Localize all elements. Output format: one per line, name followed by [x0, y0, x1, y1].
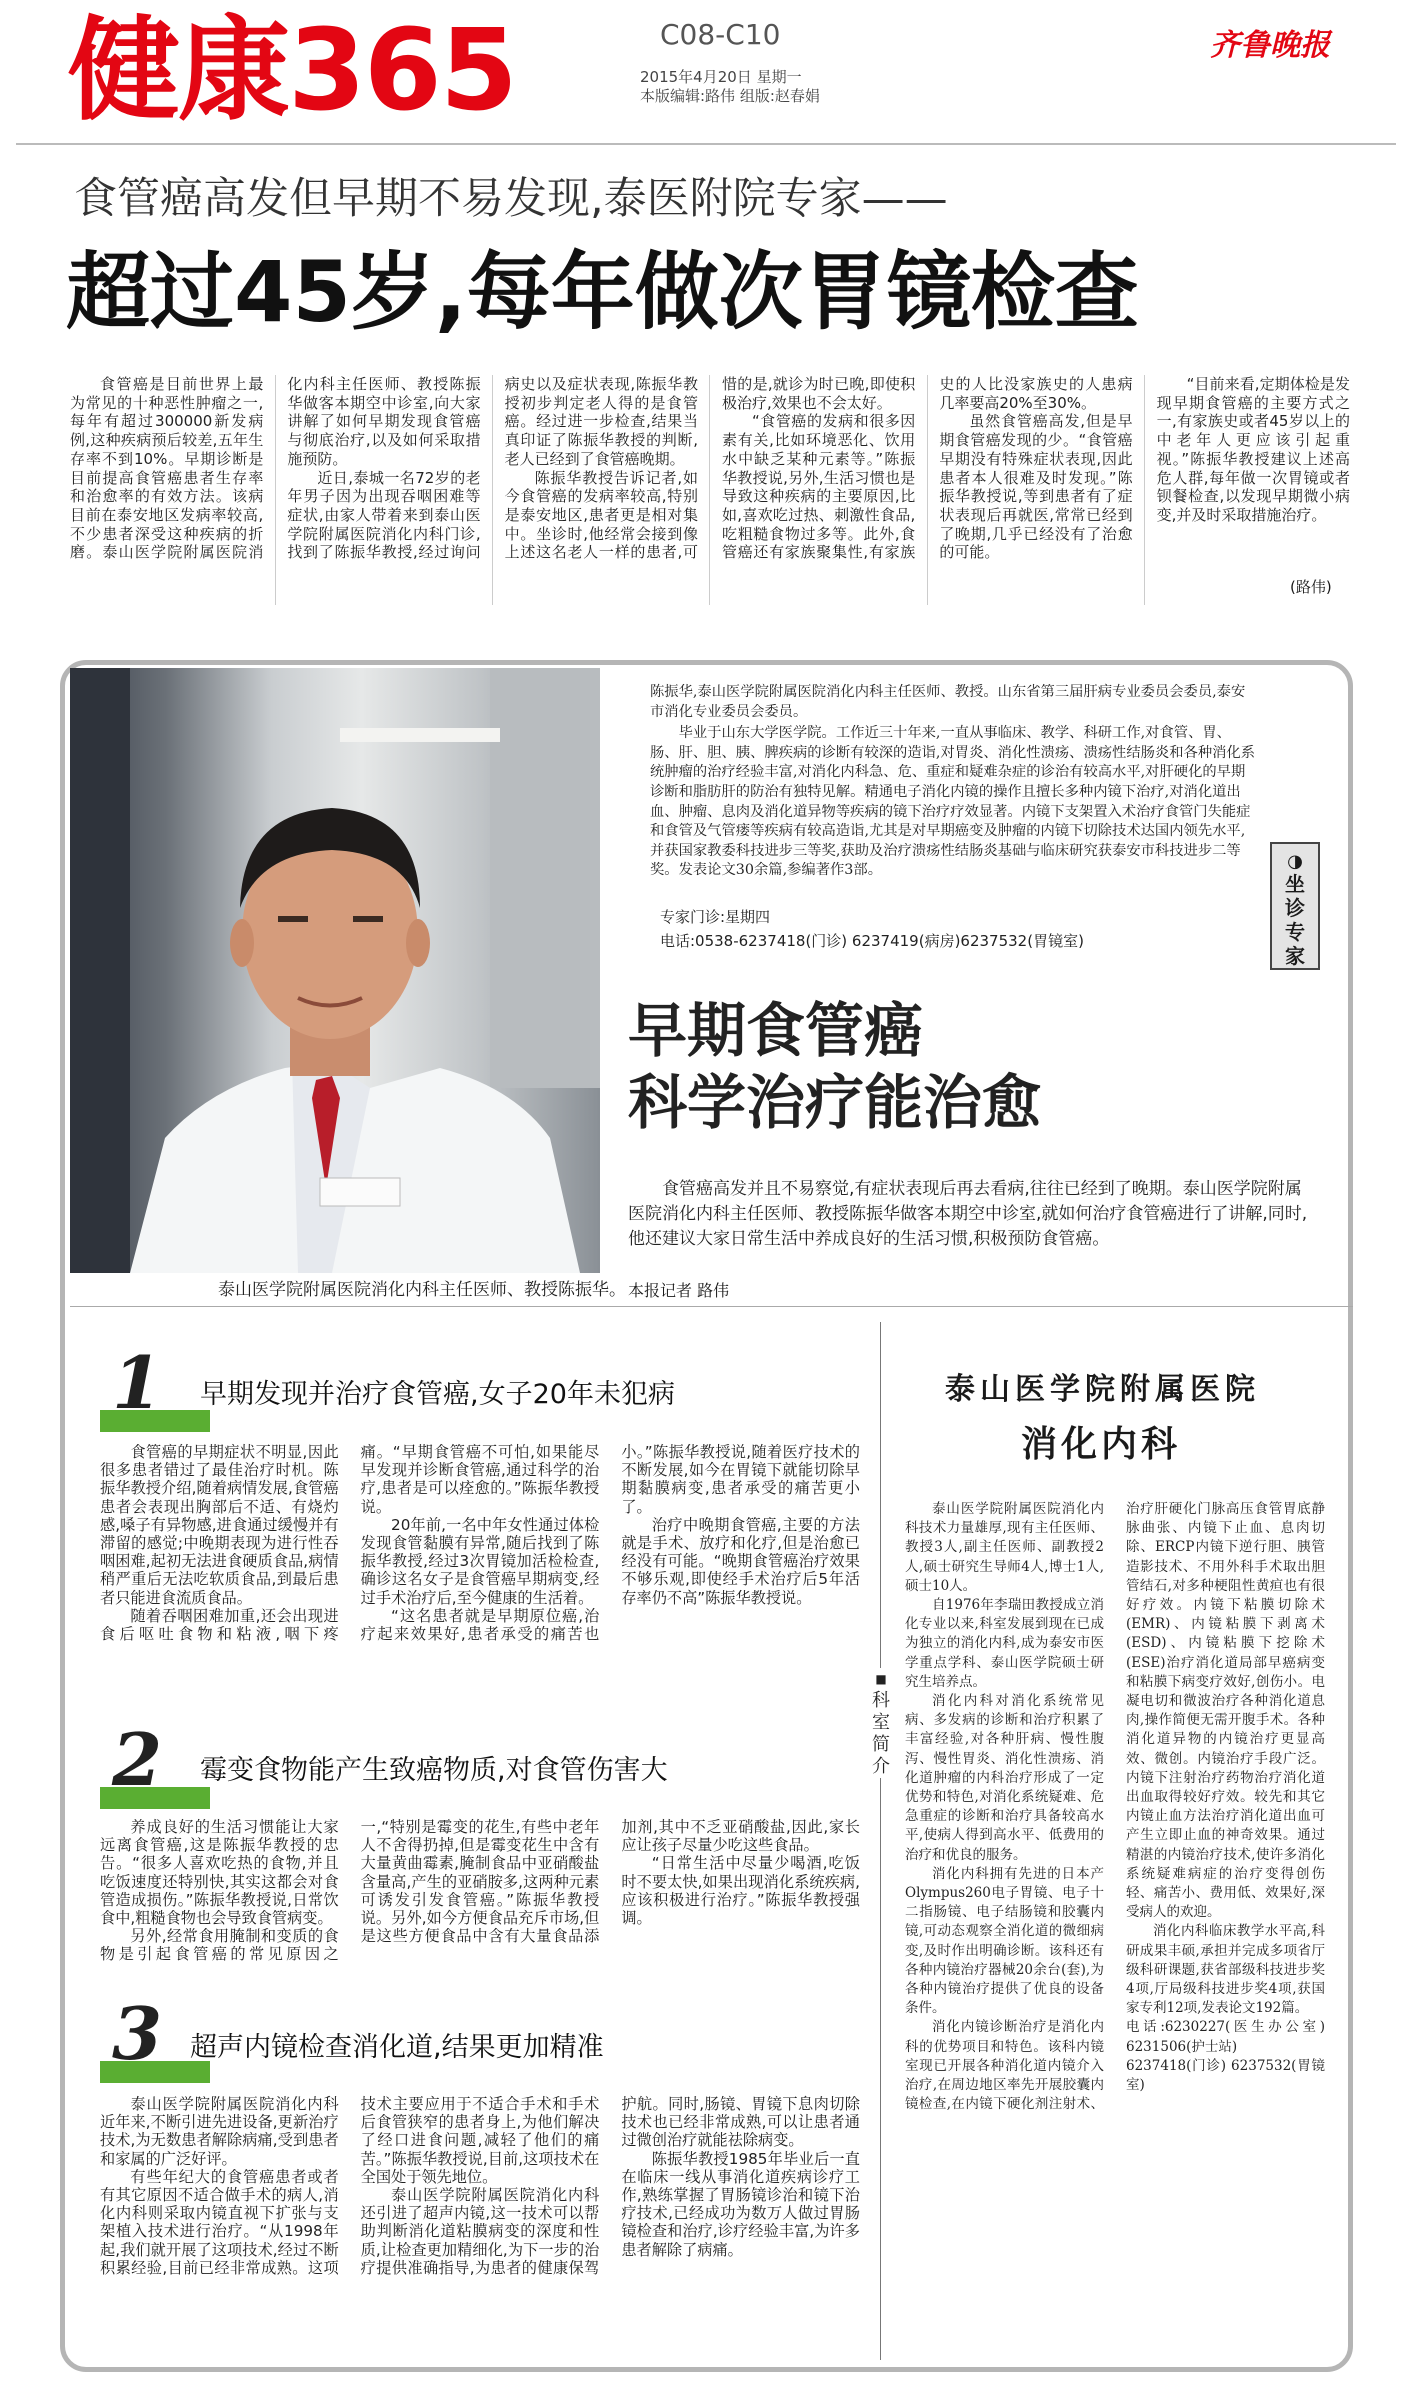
section-paragraph: 治疗中晚期食管癌,主要的方法就是手术、放疗和化疗,但是治愈已经没有可能。“晚期食管癌治疗效果不够乐观,即使经手术治疗后5年活存率仍不高”陈振华教授说。	[621, 1515, 860, 1607]
sidebar-paragraph: 消化内科拥有先进的日本产Olympus260电子胃镜、电子十二指肠镜、电子结肠镜和胶囊内镜,可动态观察全消化道的微细病变,及时作出明确诊断。该科还有各种内镜治疗器械20余台(套),为各种内镜治疗提供了优良的设备条件。	[905, 1865, 1104, 2017]
expert-photo	[70, 668, 600, 1273]
feature-title-line1: 早期食管癌	[628, 996, 924, 1065]
sidebar-body	[905, 1500, 1325, 2348]
sidebar-paragraph: 消化内镜诊断治疗是消化内科的优势项目和特色。该科内镜室现已开展各种消化道内镜介入治疗,在周边地区率先开展胶囊内镜检查,在内镜下硬化剂注射术、治疗肝硬化门脉高压食管胃底静脉曲张、内镜下止血、息肉切除、ERCP内镜下逆行胆、胰管造影技术、不用外科手术取出胆管结石,对多种梗阻性黄疸也有很好疗效。内镜下粘膜切除术(EMR)、内镜粘膜下剥离术(ESD)、内镜粘膜下挖除术(ESE)治疗消化道局部早癌病变和粘膜下病变疗效好,创伤小。电凝电切和微波治疗各种消化道息肉,操作简便无需开腹手术。各种消化道异物的内镜治疗更显高效、微创。内镜治疗手段广泛。内镜下注射治疗药物治疗消化道出血取得较好疗效。较先和其它内镜止血方法治疗消化道出血可产生立即止血的神奇效果。通过精湛的内镜治疗技术,使许多消化系统疑难病症的治疗变得创伤轻、痛苦小、费用低、效果好,深受病人的欢迎。	[905, 1501, 1325, 2113]
section-paragraph: 泰山医学院附属医院消化内科还引进了超声内镜,这一技术可以帮助判断消化道粘膜病变的深度和性质,让检查更加精细化,为下一步的治疗提供准确指导,为患者的健康保驾护航。同时,肠镜、胃镜下息肉切除技术也已经非常成熟,可以让患者通过微创治疗就能祛除病变。	[360, 2095, 860, 2277]
bio-paragraph: 毕业于山东大学医学院。工作近三十年来,一直从事临床、教学、科研工作,对食管、胃、肠、肝、胆、胰、脾疾病的诊断有较深的造诣,对胃炎、消化性溃疡、溃疡性结肠炎和各种消化系统肿瘤的治疗经验丰富,对消化内科急、危、重症和疑难杂症的诊治有较高水平,对肝硬化的早期诊断和脂肪肝的防治有独特见解。精通电子消化内镜的操作且擅长多种内镜下治疗,对消化道出血、肿瘤、息肉及消化道异物等疾病的镜下治疗疗效显著。内镜下支架置入术治疗食管门失能症和食管及气管瘘等疾病有较高造诣,尤其是对早期癌变及肿瘤的内镜下切除技术达国内领先水平,并获国家教委科技进步三等奖,获助及治疗溃疡性结肠炎基础与临床研究获泰安市科技进步二等奖。发表论文30余篇,参编著作3部。	[650, 725, 1256, 879]
sidebar-paragraph: 自1976年李瑞田教授成立消化专业以来,科室发展到现在已成为独立的消化内科,成为泰安市医学重点学科、泰山医学院硕士研究生培养点。	[905, 1597, 1104, 1690]
story-paragraph: 近日,泰城一名72岁的老年男子因为出现吞咽困难等症状,由家人带着来到泰山医学院附属医院消化内科门诊,找到了陈振华教授,经过询问病史以及症状表现,陈振华教授初步判定老人得的是食管癌。经过进一步检查,结果当真印证了陈振华教授的判断,老人已经到了食管癌晚期。	[287, 375, 698, 562]
story-headline: 超过45岁,每年做次胃镜检查	[66, 243, 1139, 341]
sidebar-divider	[880, 1322, 881, 2360]
section-paragraph: 食管癌的早期症状不明显,因此很多患者错过了最佳治疗时机。陈振华教授介绍,随着病情发展,食管癌患者会表现出胸部后不适、有烧灼感,嗓子有异物感,进食通过缓慢并有滞留的感觉;中晚期表现为进行性吞咽困难,起初无法进食硬质食品,病情稍严重后无法吃软质食品,到最后患者只能进食流质食品。	[100, 1443, 339, 1607]
sidebar-paragraph: 泰山医学院附属医院消化内科技术力量雄厚,现有主任医师、教授3人,副主任医师、副教授2人,硕士研究生导师4人,博士1人,硕士10人。	[905, 1501, 1104, 1594]
story-paragraph: 食管癌是目前世界上最为常见的十种恶性肿瘤之一,每年有超过300000新发病例,这种疾病预后较差,五年生存率不到10%。早期诊断是目前提高食管癌患者生存率和治愈率的有效方法。该病目前在泰安地区发病率较高,不少患者深受这种疾病的折磨。泰山医学院附属医院消化内科主任医师、教授陈振华做客本期空中诊室,向大家讲解了如何早期发现食管癌与彻底治疗,以及如何采取措施预防。	[70, 375, 481, 562]
section-paragraph: 养成良好的生活习惯能让大家远离食管癌,这是陈振华教授的忠告。“很多人喜欢吃热的食物,并且吃饭速度还特别快,其实这都会对食管造成损伤。”陈振华教授说,日常饮食中,粗糙食物也会导致食管病变。	[100, 1818, 339, 1928]
story-paragraph: “食管癌的发病和很多因素有关,比如环境恶化、饮用水中缺乏某种元素等。”陈振华教授说,另外,生活习惯也是导致这种疾病的主要原因,比如,喜欢吃过热、刺激性食品,吃粗糙食物过多等。此外,食管癌还有家族聚集性,有家族史的人比没家族史的人患病几率要高20%至30%。	[721, 375, 1133, 562]
sidebar-paragraph: 消化内科对消化系统常见病、多发病的诊断和治疗积累了丰富经验,对各种肝病、慢性腹泻、慢性胃炎、消化性溃疡、消化道肿瘤的内科治疗形成了一定优势和特色,对消化系统疑难、危急重症的诊断和治疗具备较高水平,使病人得到高水平、低费用的治疗和优良的服务。	[905, 1693, 1104, 1863]
photo-caption: 泰山医学院附属医院消化内科主任医师、教授陈振华。	[218, 1280, 626, 1300]
section-title: 霉变食物能产生致癌物质,对食管伤害大	[200, 1755, 668, 1786]
newspaper-brand: 齐鲁晚报	[1210, 28, 1330, 63]
bio-paragraph: 陈振华,泰山医学院附属医院消化内科主任医师、教授。山东省第三届肝病专业委员会委员,泰安市消化专业委员会委员。	[650, 684, 1246, 720]
sidebar-phone: 电话:6230227(医生办公室) 6231506(护士站)	[1126, 2019, 1325, 2055]
section-paragraph: “日常生活中尽量少喝酒,吃饭时不要太快,如果出现消化系统疾病,应该积极进行治疗。”陈振华教授强调。	[621, 1854, 860, 1928]
sidebar-hospital: 泰山医学院附属医院	[945, 1372, 1260, 1407]
page-range: C08-C10	[660, 18, 781, 51]
section-paragraph: 泰山医学院附属医院消化内科近年来,不断引进先进设备,更新治疗技术,为无数患者解除病痛,受到患者和家属的广泛好评。	[100, 2095, 339, 2168]
section-number: 3	[112, 1991, 163, 2076]
clinic-hours: 专家门诊:星期四	[660, 908, 771, 926]
section-paragraph: 陈振华教授1985年毕业后一直在临床一线从事消化道疾病诊疗工作,熟练掌握了胃肠镜诊治和镜下治疗技术,已经成功为数万人做过胃肠镜检查和治疗,诊疗经验丰富,为许多患者解除了病痛。	[621, 2149, 860, 2259]
section-paragraph: “这名患者就是早期原位癌,治疗起来效果好,患者承受的痛苦也小。”陈振华教授说,随着医疗技术的不断发展,如今在胃镜下就能切除早期黏膜病变,患者承受的痛苦更小了。	[360, 1443, 860, 1644]
feature-byline: 本报记者 路伟	[628, 1281, 730, 1300]
section-paragraph: 随着吞咽困难加重,还会出现进食后呕吐食物和粘液,咽下疼痛。“早期食管癌不可怕,如果能尽早发现并诊断食管癌,通过科学的治疗,患者是可以痊愈的。”陈振华教授说。	[100, 1443, 600, 1644]
feature-lead: 食管癌高发并且不易察觉,有症状表现后再去看病,往往已经到了晚期。泰山医学院附属医院消化内科主任医师、教授陈振华做客本期空中诊室,就如何治疗食管癌进行了讲解,同时,他还建议大家日常生活中养成良好的生活习惯,积极预防食管癌。	[628, 1179, 1308, 1249]
section-body	[100, 1443, 860, 1743]
section-title: 超声内镜检查消化道,结果更加精准	[190, 2032, 604, 2063]
feature-divider	[70, 1306, 1353, 1307]
story-kicker: 食管癌高发但早期不易发现,泰医附院专家——	[74, 174, 948, 224]
section-paragraph: 另外,经常食用腌制和变质的食物是引起食管癌的常见原因之一,“特别是霉变的花生,有些中老年人不舍得扔掉,但是霉变花生中含有大量黄曲霉素,腌制食品中亚硝酸盐含量高,产生的亚硝胺多,这两种元素可诱发引发食管癌。”陈振华教授说。另外,如今方便食品充斥市场,但是这些方便食品中含有大量食品添加剂,其中不乏亚硝酸盐,因此,家长应让孩子尽量少吃这些食品。	[100, 1818, 860, 1964]
column-tag	[1270, 842, 1320, 970]
sidebar-department: 消化内科	[1021, 1424, 1182, 1465]
expert-bio	[650, 683, 1255, 883]
section-logo: 健康365	[68, 6, 516, 136]
square-bullet-icon: ■	[875, 1672, 887, 1686]
sidebar-label	[872, 1668, 890, 1778]
section-number: 1	[112, 1340, 163, 1425]
issue-date: 2015年4月20日 星期一	[640, 68, 802, 86]
story-paragraph: “目前来看,定期体检是发现早期食管癌的主要方式之一,有家族史或者45岁以上的中老年人更应该引起重视。”陈振华教授建议上述高危人群,每年做一次胃镜或者钡餐检查,以发现早期微小病变,并及时采取措施治疗。	[1156, 375, 1350, 524]
feature-title	[628, 995, 1041, 1139]
expert-contact	[660, 905, 1084, 953]
editor-credits: 本版编辑:路伟 组版:赵春娟	[640, 87, 820, 105]
section-body	[100, 1818, 860, 2014]
column-tag-label: 坐诊专家	[1285, 872, 1305, 968]
section-paragraph: 20年前,一名中年女性通过体检发现食管黏膜有异常,随后找到了陈振华教授,经过3次胃镜加活检检查,确诊这名女子是食管癌早期病变,经过手术治疗后,至今健康的生活着。	[360, 1515, 600, 1607]
half-circle-icon: ◑	[1287, 851, 1303, 872]
section-number: 2	[112, 1717, 163, 1802]
section-body	[100, 2095, 860, 2357]
sidebar-paragraph: 消化内科临床教学水平高,科研成果丰硕,承担并完成多项省厅级科研课题,获省部级科技进步奖4项,厅局级科技进步奖4项,获国家专利12项,发表论文192篇。	[1126, 1923, 1325, 2017]
page-meta	[640, 68, 820, 106]
header-divider	[16, 143, 1396, 145]
story-paragraph: 陈振华教授告诉记者,如今食管癌的发病率较高,特别是泰安地区,患者更是相对集中。坐诊时,他经常会接到像上述这名老人一样的患者,可惜的是,就诊为时已晚,即使积极治疗,效果也不会太好。	[504, 375, 916, 562]
clinic-phones: 电话:0538-6237418(门诊) 6237419(病房)6237532(胃镜室)	[660, 932, 1084, 950]
sidebar-label-text: 科室简介	[872, 1690, 890, 1777]
story-paragraph: 虽然食管癌高发,但是早期食管癌发现的少。“食管癌早期没有特殊症状表现,因此患者本人很难及时发现。”陈振华教授说,等到患者有了症状表现后再就医,常常已经到了晚期,几乎已经没有了治愈的可能。	[939, 412, 1133, 562]
story-byline: (路伟)	[1290, 578, 1332, 596]
section-title: 早期发现并治疗食管癌,女子20年未犯病	[200, 1379, 675, 1410]
section-paragraph: 有些年纪大的食管癌患者或者有其它原因不适合做手术的病人,消化内科则采取内镜直视下扩张与支架植入技术进行治疗。“从1998年起,我们就开展了这项技术,经过不断积累经验,目前已经非常成熟。这项技术主要应用于不适合手术和手术后食管狭窄的患者身上,为他们解决了经口进食问题,减轻了他们的痛苦。”陈振华教授说,目前,这项技术在全国处于领先地位。	[100, 2095, 600, 2277]
feature-title-line2: 科学治疗能治愈	[628, 1068, 1042, 1137]
sidebar-phone: 6237418(门诊) 6237532(胃镜室)	[1126, 2057, 1325, 2094]
story-body	[70, 375, 1350, 605]
doctor-portrait-image	[70, 668, 600, 1273]
